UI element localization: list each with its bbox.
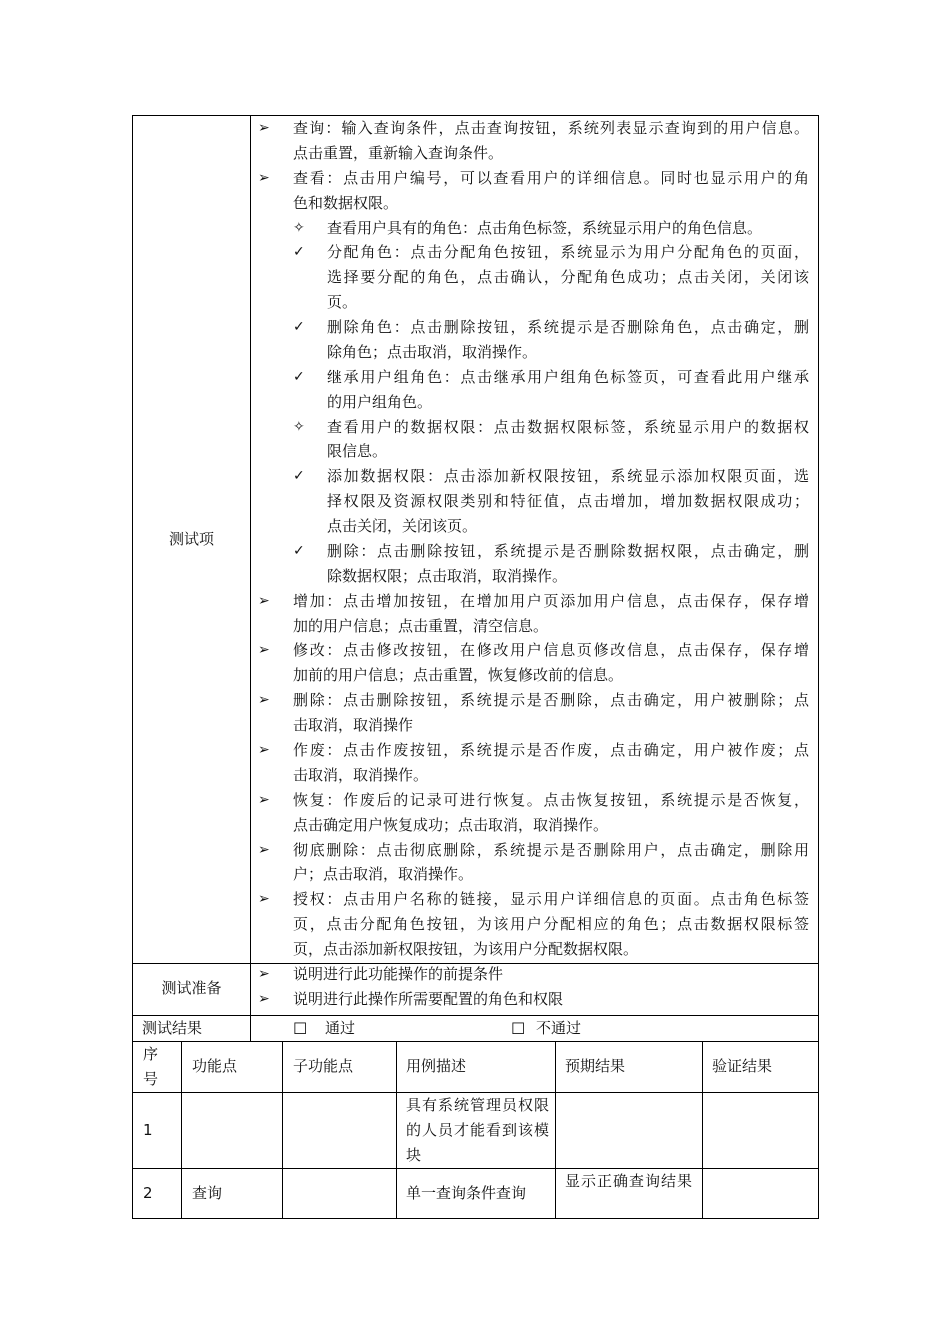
test-item-line: 增加：点击增加按钮，在增加用户页添加用户信息，点击保存，保存增	[293, 591, 809, 610]
test-item-line: 限信息。	[327, 442, 388, 461]
test-item-line: 除数据权限；点击取消，取消操作。	[327, 566, 568, 585]
row2-func: 查询	[192, 1184, 223, 1202]
row2-desc: 单一查询条件查询	[406, 1184, 527, 1202]
bullet-arrow-icon: ➢	[258, 966, 270, 982]
bullet-arrow-icon: ➢	[258, 891, 270, 908]
test-item-line: 击取消，取消操作	[293, 716, 414, 735]
test-item-line: 分配角色：点击分配角色按钮，系统显示为用户分配角色的页面，	[327, 243, 809, 262]
header-expected: 预期结果	[565, 1057, 626, 1075]
test-item-line: 加的用户信息；点击重置，清空信息。	[293, 616, 549, 635]
row-divider	[132, 1041, 818, 1042]
fail-checkbox[interactable]: ☐	[511, 1019, 526, 1038]
test-prep-label: 测试准备	[161, 979, 222, 997]
test-item-line: 页，点击分配角色按钮，为该用户分配相应的角色；点击数据权限标签	[293, 915, 809, 934]
col-divider	[396, 1041, 397, 1219]
header-seq: 序号	[143, 1045, 159, 1088]
fail-label: 不通过	[536, 1019, 582, 1037]
test-result-label: 测试结果	[142, 1019, 203, 1037]
test-item-line: 除角色；点击取消，取消操作。	[327, 342, 538, 361]
test-item-line: 添加数据权限：点击添加新权限按钮，系统显示添加权限页面，选	[327, 467, 809, 486]
test-item-line: 选择要分配的角色，点击确认，分配角色成功；点击关闭，关闭该	[327, 268, 809, 287]
test-item-line: 查看：点击用户编号，可以查看用户的详细信息。同时也显示用户的角	[293, 168, 809, 187]
test-item-line: 加前的用户信息；点击重置，恢复修改前的信息。	[293, 666, 624, 685]
test-item-line: 修改：点击修改按钮，在修改用户信息页修改信息，点击保存，保存增	[293, 641, 809, 660]
pass-label: 通过	[325, 1019, 356, 1037]
row1-desc: 具有系统管理员权限的人员才能看到该模块	[406, 1096, 551, 1164]
check-bullet-icon: ✓	[293, 542, 305, 559]
check-bullet-icon: ✓	[293, 319, 305, 336]
bullet-arrow-icon: ➢	[258, 169, 270, 186]
bullet-arrow-icon: ➢	[258, 841, 270, 858]
col-divider	[555, 1041, 556, 1219]
header-verify: 验证结果	[712, 1057, 773, 1075]
check-bullet-icon: ✓	[293, 368, 305, 385]
row2-expected: 显示正确查询结果	[565, 1172, 694, 1190]
bullet-arrow-icon: ➢	[258, 692, 270, 709]
row-divider	[132, 1015, 818, 1016]
pass-checkbox[interactable]: ☐	[293, 1019, 308, 1038]
row2-seq: 2	[143, 1184, 153, 1202]
test-item-line: 的用户组角色。	[327, 392, 433, 411]
test-item-line: 色和数据权限。	[293, 193, 399, 212]
test-item-line: 查看用户的数据权限：点击数据权限标签，系统显示用户的数据权	[327, 417, 809, 436]
test-item-line: 删除角色：点击删除按钮，系统提示是否删除角色，点击确定，删	[327, 318, 809, 337]
check-bullet-icon: ✓	[293, 468, 305, 485]
col-divider	[181, 1041, 182, 1219]
test-item-line: 查询：输入查询条件，点击查询按钮，系统列表显示查询到的用户信息。	[293, 119, 809, 137]
header-desc: 用例描述	[406, 1057, 467, 1075]
test-item-line: 户；点击取消，取消操作。	[293, 865, 474, 884]
test-prep-line: 说明进行此功能操作的前提条件	[293, 965, 504, 983]
test-item-line: 点击重置，重新输入查询条件。	[293, 143, 504, 162]
row1-seq: 1	[143, 1121, 153, 1139]
col-divider	[250, 115, 251, 1042]
col-divider	[702, 1041, 703, 1219]
test-item-line: 彻底删除：点击彻底删除，系统提示是否删除用户，点击确定，删除用	[293, 840, 809, 859]
test-item-line: 查看用户具有的角色：点击角色标签，系统显示用户的角色信息。	[327, 218, 763, 237]
test-item-line: 删除：点击删除按钮，系统提示是否删除数据权限，点击确定，删	[327, 541, 809, 560]
table-left-border	[132, 115, 133, 1219]
test-items-label: 测试项	[168, 530, 214, 548]
bullet-arrow-icon: ➢	[258, 642, 270, 659]
test-item-line: 择权限及资源权限类别和特征值，点击增加，增加数据权限成功；	[327, 492, 809, 511]
bullet-arrow-icon: ➢	[258, 742, 270, 758]
check-bullet-icon: ✓	[293, 244, 305, 261]
header-subfunc: 子功能点	[293, 1057, 354, 1075]
test-prep-line: 说明进行此操作所需要配置的角色和权限	[293, 990, 564, 1008]
header-func: 功能点	[192, 1057, 238, 1075]
test-item-line: 点击确定用户恢复成功；点击取消，取消操作。	[293, 815, 609, 834]
table-right-border	[818, 115, 819, 1219]
table-bottom-border	[132, 1218, 819, 1219]
test-item-line: 授权：点击用户名称的链接，显示用户详细信息的页面。点击角色标签	[293, 890, 809, 909]
bullet-arrow-icon: ➢	[258, 991, 270, 1007]
col-divider	[282, 1041, 283, 1219]
test-item-line: 击取消，取消操作。	[293, 765, 429, 784]
test-item-line: 恢复：作废后的记录可进行恢复。点击恢复按钮，系统提示是否恢复，	[293, 790, 809, 809]
test-item-line: 作废：点击作废按钮，系统提示是否作废，点击确定，用户被作废；点	[293, 741, 809, 759]
bullet-arrow-icon: ➢	[258, 791, 270, 808]
test-item-line: 页。	[327, 293, 358, 312]
test-item-line: 删除：点击删除按钮，系统提示是否删除，点击确定，用户被删除；点	[293, 691, 809, 710]
bullet-arrow-icon: ➢	[258, 592, 270, 609]
test-item-line: 点击关闭，关闭该页。	[327, 517, 478, 536]
test-item-line: 继承用户组角色：点击继承用户组角色标签页，可查看此用户继承	[327, 367, 809, 386]
row-divider	[132, 1168, 818, 1169]
bullet-arrow-icon: ➢	[258, 120, 270, 136]
diamond-bullet-icon: ✧	[293, 418, 305, 435]
diamond-bullet-icon: ✧	[293, 219, 305, 236]
test-item-line: 页，点击添加新权限按钮，为该用户分配数据权限。	[293, 940, 639, 959]
